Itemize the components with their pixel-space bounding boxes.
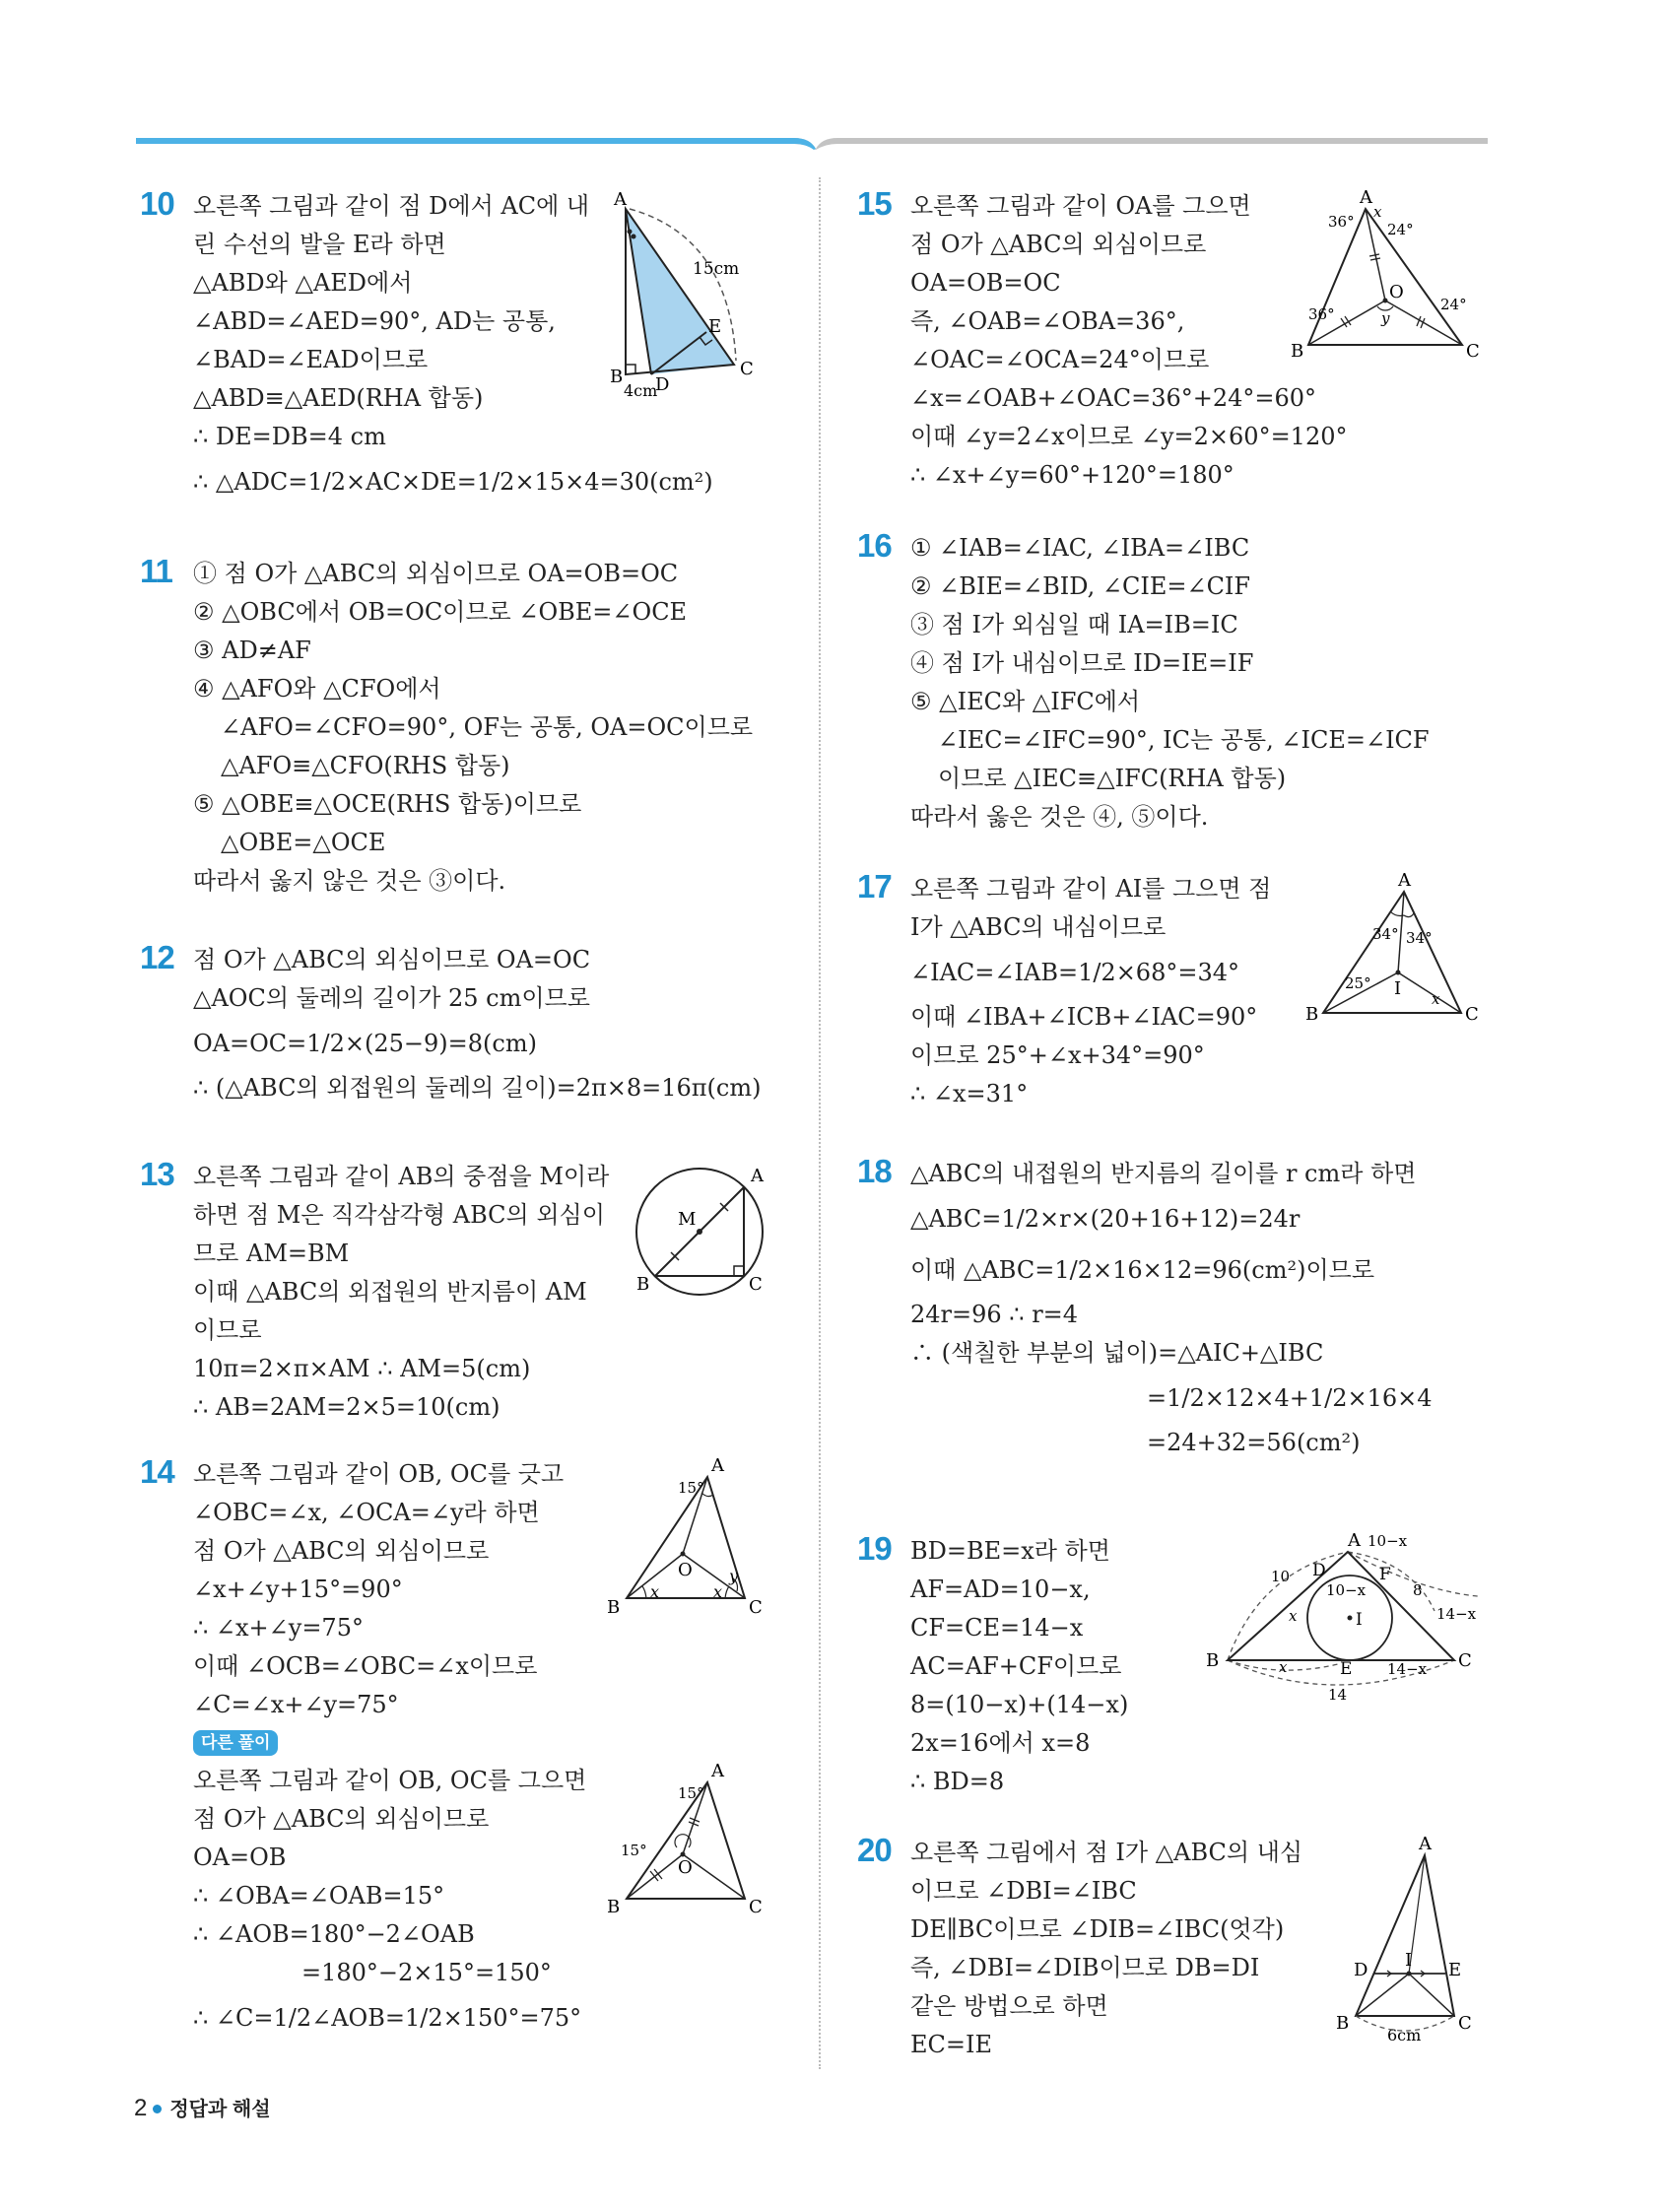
solution-line: OA=OB=OC [910,269,1061,297]
label-y: y [729,1567,739,1585]
length-label: 14 [1328,1686,1348,1704]
solution-line: △AFO≡△CFO(RHS 합동) [221,752,510,779]
angle-label: 24° [1440,296,1467,313]
solution-line: 하면 점 M은 직각삼각형 ABC의 외심이 [193,1201,605,1229]
solution-line: 점 O가 △ABC의 외심이므로 [193,1537,490,1565]
angle-label: 25° [1345,974,1371,992]
solution-line: ∠OAC=∠OCA=24°이므로 [910,346,1210,373]
solution-line: 이때 △ABC의 외접원의 반지름이 AM [193,1278,587,1306]
angle-label: 15° [621,1842,647,1859]
solution-line: 같은 방법으로 하면 [910,1992,1108,2020]
solution-line: I가 △ABC의 내심이므로 [910,913,1167,941]
solution-line: =24+32=56(cm²) [1147,1429,1361,1456]
length-label: x [1289,1607,1298,1625]
label-D: D [655,374,670,395]
problem-number: 17 [857,868,892,905]
solution-line: BD=BE=x라 하면 [910,1537,1110,1565]
header-rule [136,136,1488,150]
label-B: B [1206,1650,1220,1671]
solution-line: 오른쪽 그림과 같이 AI를 그으면 점 [910,875,1272,903]
solution-line: ∴ ∠OBA=∠OAB=15° [193,1882,445,1910]
angle-label: 36° [1328,213,1355,231]
label-A: A [1419,1834,1432,1854]
solution-line: 따라서 옳은 것은 ④, ⑤이다. [910,803,1209,831]
label-I: I [1356,1610,1363,1630]
problem-number: 15 [857,185,892,222]
angle-label: 24° [1387,221,1414,238]
problem-number: 10 [140,185,174,222]
solution-line: ∴ ∠x+∠y=60°+120°=180° [910,461,1234,489]
problem-number: 12 [140,939,174,975]
length-label: 14−x [1436,1605,1477,1623]
label-A: A [614,189,627,210]
label-E: E [708,316,722,337]
solution-line: ∠AFO=∠CFO=90°, OF는 공통, OA=OC이므로 [221,713,754,741]
solution-line: 10π=2×π×AM ∴ AM=5(cm) [193,1355,531,1382]
solution-line: △ABD와 △AED에서 [193,269,413,297]
problem-number: 20 [857,1832,892,1868]
solution-text [910,529,1430,837]
label-C: C [1458,2013,1472,2034]
solution-line: 오른쪽 그림과 같이 AB의 중점을 M이라 [193,1163,610,1190]
label-C: C [749,1597,763,1618]
label-C: C [1458,1650,1472,1671]
label-O: O [678,1857,693,1878]
label-I: I [1405,1950,1413,1971]
solution-line: △OBE=△OCE [221,829,386,856]
solution-line: 이므로 25°+∠x+34°=90° [910,1041,1205,1069]
label-E: E [1448,1960,1462,1980]
solution-line: 이므로 △IEC≡△IFC(RHA 합동) [938,765,1287,792]
label-C: C [1466,341,1480,360]
label-A: A [751,1166,764,1186]
solution-line: ∠x+∠y+15°=90° [193,1575,403,1603]
length-label: 10 [1271,1568,1291,1585]
label-A: A [1348,1532,1361,1551]
solution-line: 이때 ∠OCB=∠OBC=∠x이므로 [193,1652,538,1680]
solution-line: ③ 점 I가 외심일 때 IA=IB=IC [910,611,1238,638]
length-label: 15cm [693,259,740,279]
solution-line: 즉, ∠OAB=∠OBA=36°, [910,307,1185,335]
solution-line: ∴ ∠AOB=180°−2∠OAB [193,1920,475,1948]
solution-text [910,187,1347,495]
problem-number: 19 [857,1530,892,1567]
solution-text [193,555,753,901]
length-label: 6cm [1387,2026,1422,2044]
solution-line: ∠x=∠OAB+∠OAC=36°+24°=60° [910,384,1317,412]
solution-line: CF=CE=14−x [910,1614,1084,1642]
solution-text [910,870,1271,1113]
figure-14a [599,1455,767,1618]
solution-text [910,1532,1128,1801]
label-E: E [1340,1659,1353,1679]
label-x: x [1373,203,1382,221]
problem-number: 16 [857,527,892,564]
angle-label: 15° [678,1479,704,1497]
solution-line: 점 O가 △ABC의 외심이므로 [193,1805,490,1833]
solution-line: ∴ AB=2AM=2×5=10(cm) [193,1393,500,1421]
solution-line: ∠BAD=∠EAD이므로 [193,346,429,373]
figure-20 [1326,1834,1474,2055]
length-label: 4cm [624,381,658,399]
label-B: B [607,1597,621,1618]
length-label: 8 [1413,1581,1423,1599]
solution-line: 2x=16에서 x=8 [910,1729,1091,1757]
page-footer [134,2093,271,2122]
solution-line: AF=AD=10−x, [910,1575,1091,1603]
solution-line: ④ 점 I가 내심이므로 ID=IE=IF [910,649,1254,677]
solution-line: 이때 ∠y=2∠x이므로 ∠y=2×60°=120° [910,423,1348,450]
label-x: x [1432,990,1440,1008]
bullet-icon [153,2105,162,2113]
alt-solution-badge: 다른 풀이 [193,1730,278,1756]
label-O: O [678,1560,693,1580]
solution-line: ∠C=∠x+∠y=75° [193,1691,399,1718]
label-A: A [711,1455,724,1476]
problem-number: 11 [140,553,172,589]
solution-line: ⑤ △IEC와 △IFC에서 [910,688,1141,715]
label-A: A [1360,187,1372,208]
angle-label: 34° [1372,925,1399,943]
label-C: C [749,1274,763,1295]
length-label: 10−x [1326,1581,1367,1599]
solution-line: ∠IAC=∠IAB=1/2×68°=34° [910,959,1239,986]
solution-line: EC=IE [910,2031,992,2058]
angle-label: 34° [1406,929,1433,947]
length-label: 14−x [1387,1660,1428,1678]
solution-line: 8=(10−x)+(14−x) [910,1691,1129,1718]
angle-label: 15° [678,1784,704,1802]
label-B: B [1291,341,1304,360]
solution-line: 점 O가 △ABC의 외심이므로 [910,231,1207,258]
label-D: D [1354,1960,1368,1980]
figure-15 [1287,187,1484,360]
solution-line: ∴ (색칠한 부분의 넓이)=△AIC+△IBC [910,1339,1324,1367]
solution-text [910,1834,1302,2064]
solution-line: =1/2×12×4+1/2×16×4 [1147,1384,1433,1412]
solution-line: ∴ (△ABC의 외접원의 둘레의 길이)=2π×8=16π(cm) [193,1074,762,1102]
solution-line: 이므로 [193,1316,262,1344]
solution-line: 오른쪽 그림과 같이 OA를 그으면 [910,192,1251,220]
solution-line: 오른쪽 그림과 같이 점 D에서 AC에 내 [193,192,590,220]
solution-line: ∴ ∠x=31° [910,1080,1029,1107]
solution-line: ② ∠BIE=∠BID, ∠CIE=∠CIF [910,572,1251,600]
label-D: D [1312,1561,1326,1580]
label-y: y [1381,309,1390,327]
label-x: x [713,1582,723,1601]
solution-line: ① 점 O가 △ABC의 외심이므로 OA=OB=OC [193,560,679,587]
solution-line: 린 수선의 발을 E라 하면 [193,231,446,258]
label-M: M [678,1209,697,1230]
solution-text [193,1158,609,1427]
label-C: C [749,1897,763,1917]
solution-line: 점 O가 △ABC의 외심이므로 OA=OC [193,946,591,973]
solution-line: ∴ ∠x+∠y=75° [193,1614,364,1642]
problem-number: 13 [140,1156,174,1192]
solution-line: △ABC의 내접원의 반지름의 길이를 r cm라 하면 [910,1160,1417,1187]
label-B: B [1336,2013,1350,2034]
label-A: A [711,1761,724,1781]
solution-line: 이때 △ABC=1/2×16×12=96(cm²)이므로 [910,1256,1375,1284]
solution-line: ⑤ △OBE≡△OCE(RHS 합동)이므로 [193,790,582,818]
solution-line: 이때 ∠IBA+∠ICB+∠IAC=90° [910,1003,1258,1031]
label-B: B [1305,1004,1319,1025]
problem-number: 18 [857,1153,892,1189]
label-O: O [1389,282,1404,302]
solution-line: AC=AF+CF이므로 [910,1652,1122,1680]
figure-19 [1200,1532,1496,1714]
figure-10 [606,187,778,399]
figure-14b [599,1761,767,1918]
label-B: B [607,1897,621,1917]
solution-line: ∠IEC=∠IFC=90°, IC는 공통, ∠ICE=∠ICF [938,726,1430,754]
solution-line: 오른쪽 그림과 같이 OB, OC를 긋고 [193,1460,565,1488]
label-B: B [636,1274,650,1295]
label-F: F [1379,1565,1391,1584]
solution-line: ∠OBC=∠x, ∠OCA=∠y라 하면 [193,1499,540,1526]
solution-line: ① ∠IAB=∠IAC, ∠IBA=∠IBC [910,534,1250,562]
solution-line: △ABC=1/2×r×(20+16+12)=24r [910,1205,1301,1233]
solution-line: ∴ BD=8 [910,1768,1005,1795]
label-I: I [1394,978,1402,999]
label-B: B [610,367,624,387]
label-A: A [1398,870,1411,891]
solution-line: 므로 AM=BM [193,1240,350,1267]
solution-line: 따라서 옳지 않은 것은 ③이다. [193,867,506,895]
solution-line: ② △OBC에서 OB=OC이므로 ∠OBE=∠OCE [193,598,688,626]
solution-line: ∴ △ADC=1/2×AC×DE=1/2×15×4=30(cm²) [193,468,713,496]
solution-line: ④ △AFO와 △CFO에서 [193,675,441,703]
solution-line: OA=OC=1/2×(25−9)=8(cm) [193,1030,537,1057]
solution-line: 즉, ∠DBI=∠DIB이므로 DB=DI [910,1954,1260,1981]
solution-line: =180°−2×15°=150° [301,1959,552,1986]
angle-label: 36° [1308,305,1335,323]
figure-13 [621,1158,778,1306]
label-x: x [650,1582,660,1601]
solution-line: 오른쪽 그림과 같이 OB, OC를 그으면 [193,1767,587,1794]
column-divider [819,177,821,2069]
solution-line: ∠ABD=∠AED=90°, AD는 공통, [193,307,556,335]
solution-line: ∴ DE=DB=4 cm [193,423,386,450]
solution-line: △AOC의 둘레의 길이가 25 cm이므로 [193,984,590,1012]
solution-text [910,1155,1433,1462]
footer-title: 정답과 해설 [169,2099,271,2120]
solution-line: 24r=96 ∴ r=4 [910,1301,1079,1328]
solution-line: △ABD≡△AED(RHA 합동) [193,384,484,412]
solution-line: DE∥BC이므로 ∠DIB=∠IBC(엇각) [910,1915,1285,1943]
solution-line: 이므로 ∠DBI=∠IBC [910,1877,1137,1905]
solution-line: 오른쪽 그림에서 점 I가 △ABC의 내심 [910,1839,1303,1866]
figure-17 [1301,870,1484,1028]
solution-text [193,941,761,1107]
solution-line: OA=OB [193,1843,287,1871]
length-label: 10−x [1368,1532,1408,1550]
solution-text [193,1455,586,2044]
solution-line: ③ AD≠AF [193,637,311,664]
page-number: 2 [134,2095,148,2121]
problem-number: 14 [140,1453,174,1490]
solution-line: ∴ ∠C=1/2∠AOB=1/2×150°=75° [193,2004,582,2032]
length-label: x [1279,1658,1288,1676]
label-C: C [740,359,754,379]
label-C: C [1465,1004,1479,1025]
